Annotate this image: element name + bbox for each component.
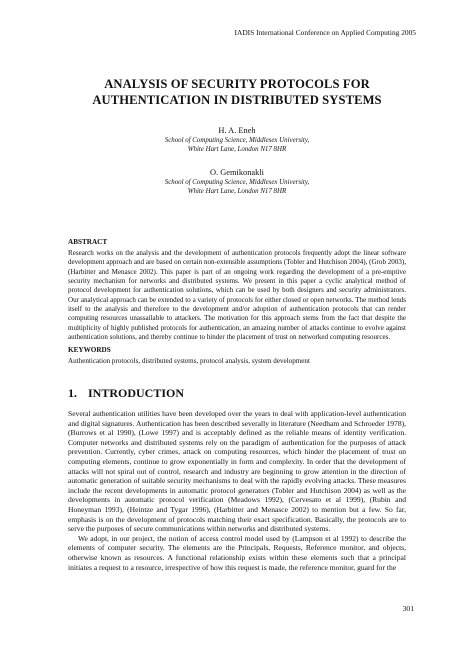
- section-title: INTRODUCTION: [88, 386, 185, 400]
- title-line-2: AUTHENTICATION IN DISTRIBUTED SYSTEMS: [92, 93, 382, 107]
- author-affiliation-line-1: School of Computing Science, Middlesex University,: [164, 179, 310, 186]
- keywords-heading: KEYWORDS: [68, 346, 111, 354]
- author-block-1: [0, 125, 474, 154]
- abstract-text: Research works on the analysis and the development of authentication protocols frequently adopt the linear software development approach and are based on certain non-extensible assumptions (Tobler and Hutchison 2004), (Grob 2003), (Harbitter and Menasce 2002). This paper is part of an ongoing work regarding the development of a pre-emptive security mechanism for networks and distributed systems. We present in this paper a cyclic analytical method of protocol development for authentication solutions, which can be used by both designers and security administrators. Our analytical approach can be extended to a variety of protocols for either closed or open networks. The method lends itself to the analysis and therefore to the development and/or adoption of authentication protocols that can render computing resources unassailable to attackers. The motivation for this approach stems from the fact that despite the multiplicity of highly published protocols for authentication, an amazing number of attacks continue to evolve against authentication solutions, and thereby continue to hinder the placement of trust on networked computing resources.: [68, 249, 406, 342]
- intro-paragraph-1: Several authentication utilities have been developed over the years to deal with application-level authentication and digital signatures. Authentication has been described severally in literature (Needham and Schroeder 1978), (Burrows et al 1990), (Lowe 1997) and is acceptably defined as the reliable means of identity verification. Computer networks and distributed systems rely on the paradigm of authentication for the purposes of attack prevention. Currently, cyber crimes, attack on computing resources, which hinder the placement of trust on computing elements, continue to grow exponentially in form and complexity. In order that the development of attacks will not spiral out of control, research and industry are beginning to grow attention in the direction of automatic generation of suitable security mechanisms to deal with the rapidly evolving attacks. These measures include the recent developments in automatic protocol generators (Tobler and Hutchison 2004) as well as the developments in automatic protocol verification (Meadows 1992), (Cervesato et al 1999), (Rubin and Honeyman 1993), (Heintze and Tygar 1996), (Harbitter and Menasce 2002) to mention but a few. So far, emphasis is on the development of protocols matching their exact specification. Basically, the protocols are to serve the purposes of secure communications within networks and distributed systems.: [68, 409, 406, 534]
- author-affiliation-line-2: White Hart Lane, London N17 8HR: [187, 188, 287, 195]
- running-head: IADIS International Conference on Applied Computing 2005: [234, 28, 416, 37]
- abstract-heading: ABSTRACT: [68, 238, 108, 246]
- paper-title: [0, 76, 474, 108]
- author-block-2: [0, 167, 474, 196]
- introduction-body: [68, 409, 406, 572]
- page-number: 301: [402, 604, 414, 613]
- author-name: O. Gemikonakli: [210, 168, 264, 177]
- section-heading-introduction: [68, 386, 184, 401]
- intro-paragraph-2: We adopt, in our project, the notion of access control model used by (Lampson et al 1992) to describe the elements of computer security. The elements are the Principals, Requests, Reference monitor, and objects, otherwise known as resources. A functional relationship exists within these elements such that a principal initiates a request to a resource, irrespective of how this request is made, the reference monitor, guard for the: [68, 533, 406, 572]
- author-name: H. A. Eneh: [218, 126, 256, 135]
- section-number: 1.: [68, 386, 77, 400]
- author-affiliation-line-2: White Hart Lane, London N17 8HR: [187, 146, 287, 153]
- keywords-text: Authentication protocols, distributed systems, protocol analysis, system development: [68, 357, 310, 365]
- author-affiliation-line-1: School of Computing Science, Middlesex University,: [164, 137, 310, 144]
- title-line-1: ANALYSIS OF SECURITY PROTOCOLS FOR: [104, 77, 370, 91]
